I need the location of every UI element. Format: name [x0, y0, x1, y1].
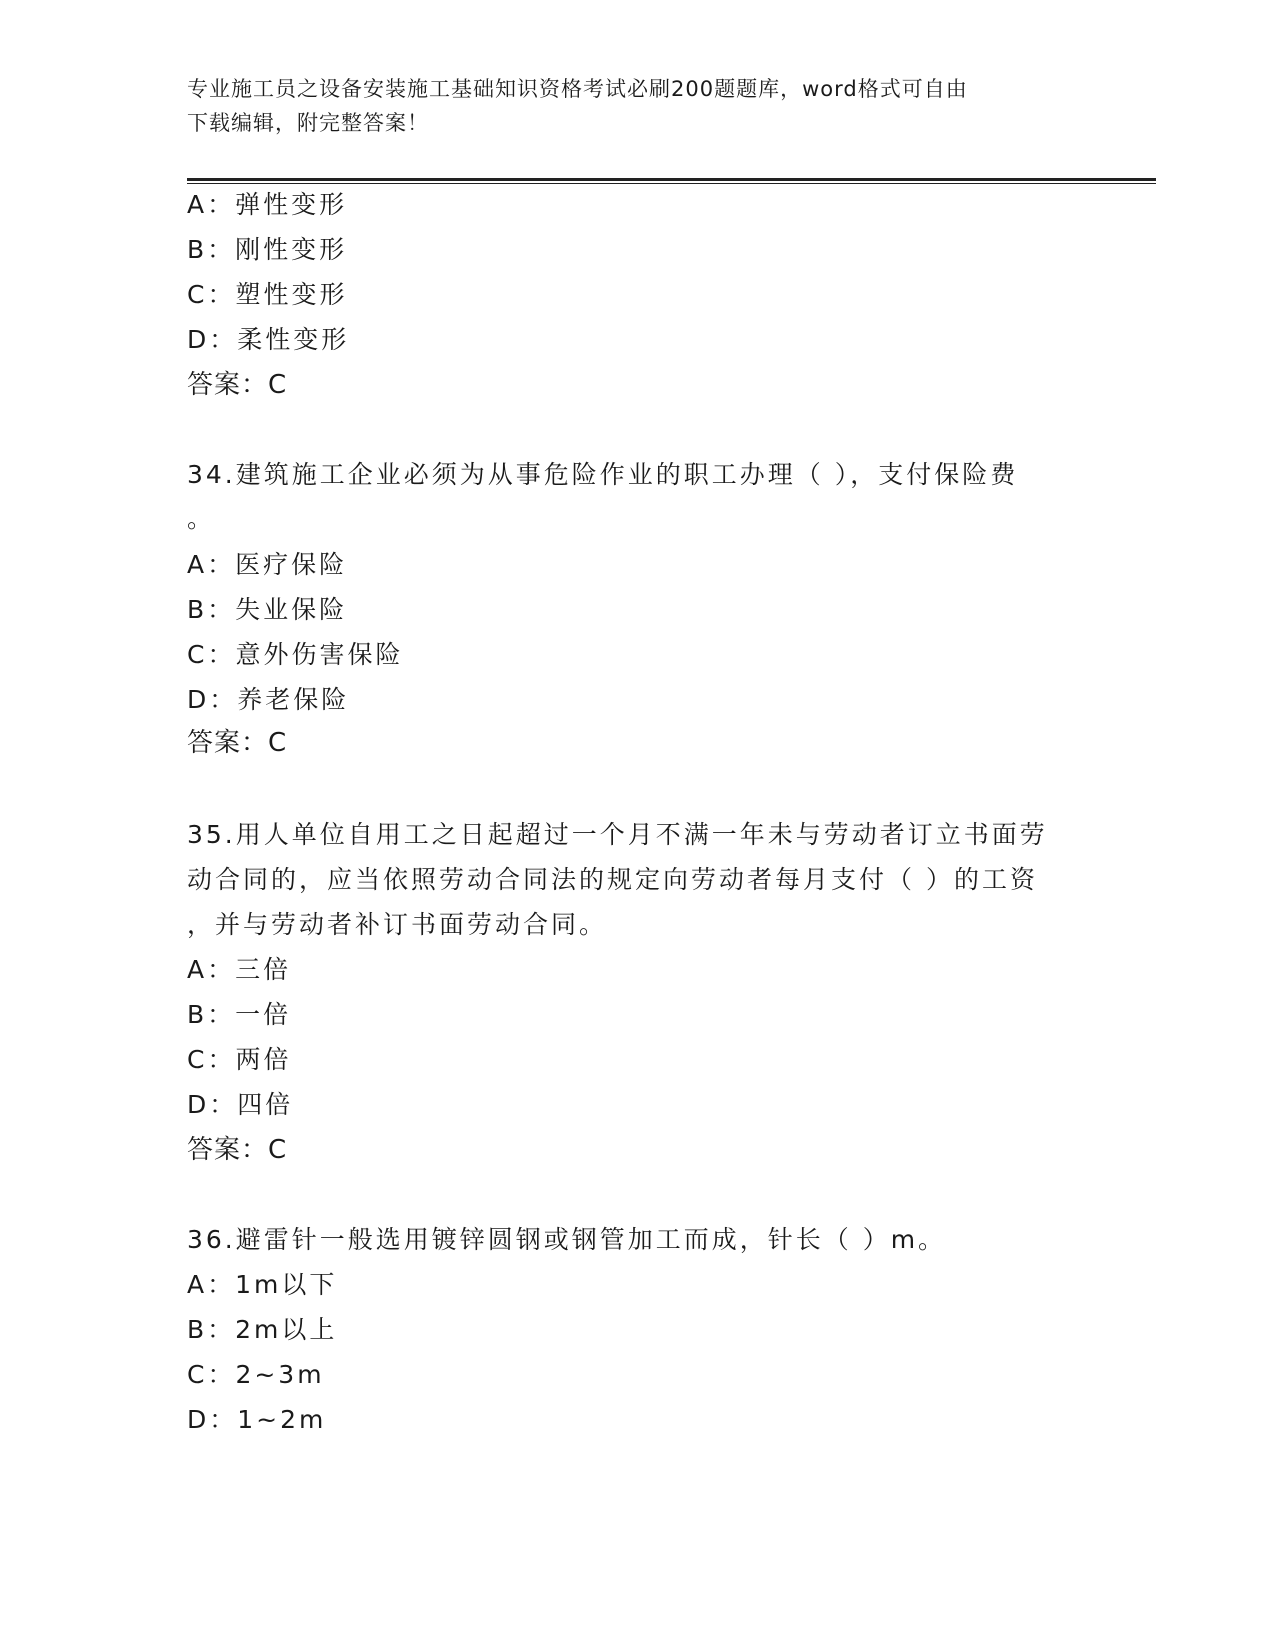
q33-option-a: A：弹性变形	[187, 190, 348, 219]
q36-option-c: C：2~3m	[187, 1360, 325, 1389]
document-header	[187, 72, 1087, 140]
q35-stem-line-3: ，并与劳动者补订书面劳动合同。	[187, 910, 608, 939]
q35-answer: 答案：C	[187, 1135, 288, 1165]
header-rule-thick	[187, 178, 1156, 181]
q36-option-d: D：1~2m	[187, 1405, 327, 1434]
q34-answer: 答案：C	[187, 728, 288, 758]
q33-option-b: B：刚性变形	[187, 235, 348, 264]
q35-option-d: D：四倍	[187, 1090, 294, 1119]
q34-option-d: D：养老保险	[187, 685, 350, 714]
q35-option-a: A：三倍	[187, 955, 292, 984]
q33-option-d: D：柔性变形	[187, 325, 350, 354]
q36-stem-line-1: 36.避雷针一般选用镀锌圆钢或钢管加工而成，针长（ ）m。	[187, 1225, 947, 1254]
q34-stem-line-2: 。	[187, 504, 216, 533]
q34-stem-line-1: 34.建筑施工企业必须为从事危险作业的职工办理（ ），支付保险费	[187, 460, 1019, 489]
header-line-2: 下载编辑，附完整答案！	[187, 111, 429, 135]
q35-stem-line-1: 35.用人单位自用工之日起超过一个月不满一年未与劳动者订立书面劳	[187, 820, 1048, 849]
q34-option-a: A：医疗保险	[187, 550, 348, 579]
header-rule-thin	[187, 183, 1156, 184]
q35-option-b: B：一倍	[187, 1000, 292, 1029]
q34-option-b: B：失业保险	[187, 595, 348, 624]
q33-answer: 答案：C	[187, 370, 288, 400]
q35-option-c: C：两倍	[187, 1045, 292, 1074]
q35-stem-line-2: 动合同的，应当依照劳动合同法的规定向劳动者每月支付（ ）的工资	[187, 865, 1038, 894]
q36-option-a: A：1m以下	[187, 1270, 338, 1299]
header-line-1: 专业施工员之设备安装施工基础知识资格考试必刷200题题库，word格式可自由	[187, 77, 968, 101]
q33-option-c: C：塑性变形	[187, 280, 348, 309]
q34-option-c: C：意外伤害保险	[187, 640, 404, 669]
q36-option-b: B：2m以上	[187, 1315, 338, 1344]
